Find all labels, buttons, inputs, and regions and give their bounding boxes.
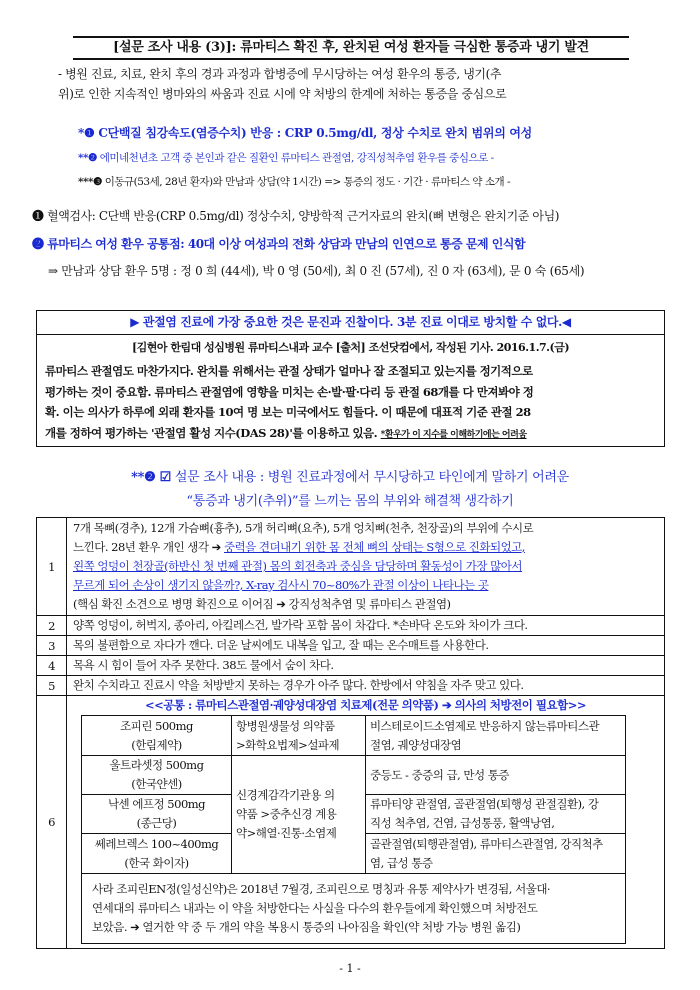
row-number: 5	[37, 676, 67, 696]
table-row	[37, 696, 665, 949]
drug-note-line: 사라 조피린EN정(일성신약)은 2018년 7월경, 조피린으로 명칭과 유통 제약사가 변경됨, 서울대·	[92, 882, 551, 896]
drug-name-cell	[82, 716, 232, 756]
row-line: 완치 수치라고 진료시 약을 처방받지 못하는 경우가 아주 많다. 한방에서 약침을 자주 맞고 있다.	[73, 678, 524, 692]
bullet-marker: ❶	[32, 209, 44, 223]
row-number: 3	[37, 636, 67, 656]
row-content	[67, 616, 665, 636]
quote-footnote: *환우가 이 지수를 이해하기에는 어려움	[380, 429, 527, 440]
row-line: 목의 불편함으로 자다가 깬다. 더운 날씨에도 내복을 입고, 잘 때는 온수매트를 사용한다.	[73, 638, 489, 652]
drug-class: 약>해열·진통·소염제	[236, 826, 337, 840]
drug-class: 약품 >중추신경 계용	[236, 807, 337, 821]
drug-use: 류마티양 관절염, 골관절염(퇴행성 관절질환), 강	[370, 797, 599, 811]
row-number: 1	[37, 518, 67, 616]
section-2-subtitle: “통증과 냉기(추위)”를 느끼는 몸의 부위와 해결책 생각하기	[186, 494, 514, 509]
criterion-1	[78, 124, 532, 141]
drug-note-line: 보았음. ➔ 열거한 약 중 두 개의 약을 복용시 통증의 나아짐을 확인(약 처방 가능 병원 옮김)	[92, 920, 521, 934]
criterion-2	[78, 150, 494, 165]
row-line: (핵심 확진 소견으로 병명 확진으로 이어짐 ➔ 강직성척추염 및 류마티스 관절염)	[73, 597, 451, 611]
row-highlight-line: 무르게 되어 손상이 생기지 않을까?, X-ray 검사시 70~80%가 관절 이상이 나타나는 곳	[73, 578, 489, 592]
drug-name: 울트라셋정 500mg	[109, 758, 204, 772]
drug-use: 골관절염(퇴행관절염), 류마티스관절염, 강직척추	[370, 836, 603, 851]
drug-maker: (한국얀센)	[131, 777, 182, 791]
row-line	[73, 538, 658, 557]
page-title: [설문 조사 내용 (3)]: 류마티스 확진 후, 완치된 여성 환자들 극심한 통증과 냉기 발견	[73, 36, 629, 60]
row-number: 2	[37, 616, 67, 636]
bullet-common-point	[32, 235, 672, 252]
drug-name: 조피린 500mg	[120, 718, 193, 733]
drug-class: 신경계감각기관용 의	[236, 788, 335, 802]
row-line: 양쪽 엉덩이, 허벅지, 종아리, 아킬레스건, 발가락 포함 몸이 차갑다. *손바닥 온도와 차이가 크다.	[73, 618, 528, 632]
drug-class: >화학요법제>설파제	[236, 737, 340, 752]
drug-name-cell	[82, 756, 232, 795]
row-content	[67, 696, 665, 949]
drug-use-cell	[366, 834, 626, 874]
drug-maker: (한국 화이자)	[124, 855, 189, 870]
drug-use-cell	[366, 756, 626, 795]
row-line: 목욕 시 힘이 들어 자주 못한다. 38도 물에서 숨이 차다.	[73, 658, 334, 672]
drug-name-cell	[82, 795, 232, 834]
table-row	[37, 616, 665, 636]
drug-use-cell	[366, 795, 626, 834]
intro-paragraph	[58, 64, 632, 104]
drug-class-cell	[232, 756, 366, 874]
table-row	[37, 656, 665, 676]
criterion-marker: *❶	[78, 126, 95, 140]
section-2-title	[0, 466, 700, 485]
section-2-title-text: 설문 조사 내용 : 병원 진료과정에서 무시당하고 타인에게 말하기 어려운	[171, 470, 569, 485]
drug-note-line: 연세대의 류마티스 내과는 이 약을 처방한다는 사실을 다수의 환우들에게 확인했으며 처방전도	[92, 901, 538, 915]
drug-row	[82, 716, 626, 756]
row-number: 6	[37, 696, 67, 949]
quote-line	[45, 423, 657, 446]
drug-name: 낙센 에프정 500mg	[107, 797, 206, 811]
row-content	[67, 656, 665, 676]
drug-name-cell	[82, 834, 232, 874]
intro-line: - 병원 진료, 치료, 완치 후의 경과 과정과 합병증에 무시당하는 여성 환우의 통증, 냉기(추	[58, 67, 502, 81]
table-row	[37, 676, 665, 696]
drug-note-row	[82, 874, 626, 944]
drug-class: 항병원생물성 의약품	[236, 718, 335, 733]
bullet-text: 혈액검사: C단백 반응(CRP 0.5mg/dl) 정상수치, 양방학적 근거자료의 완치(뼈 변형은 완치기준 아님)	[43, 209, 560, 223]
quote-line: 확. 이는 의사가 하루에 외래 환자를 10여 명 보는 미국에서도 힘들다. 이 때문에 대표적 기준 관절 28	[45, 405, 531, 419]
row-content	[67, 636, 665, 656]
drug-class-cell	[232, 716, 366, 756]
drug-row	[82, 756, 626, 795]
drug-maker: (한림제약)	[131, 737, 182, 752]
row-highlight-line: 왼쪽 엉덩이 천장골(하반신 첫 번째 관절) 몸의 회전축과 중심을 담당하며 활동성이 가장 많아서	[73, 559, 522, 573]
criterion-text: 에미네천년초 고객 중 본인과 같은 질환인 류마티스 관절염, 강직성척추염 환우를 중심으로 -	[96, 152, 494, 164]
quote-source: [김현아 한림대 성심병원 류마티스내과 교수 [출처] 조선닷컴에서, 작성된 기사. 2016.1.7.(금)	[131, 341, 570, 354]
section-2-marker: **❷ ☑	[131, 470, 172, 485]
drug-use: 중등도 - 중증의 급, 만성 통증	[370, 767, 510, 782]
row-highlight: 중력을 견뎌내기 위한 몸 전체 뼈의 상태는 S형으로 진화되었고,	[223, 540, 525, 554]
quote-line: 평가하는 것이 중요함. 류마티스 관절염에 영향을 미치는 손·발·팔·다리 등 관절 68개를 다 만져봐야 정	[45, 384, 534, 399]
bullet-blood-test	[32, 207, 672, 224]
row-number: 4	[37, 656, 67, 676]
drug-table-heading: <<공통 : 류마티스관절염·궤양성대장염 치료제(전문 의약품) ➔ 의사의 처방전이 필요함>>	[145, 698, 586, 712]
bullet-marker: ❷	[32, 237, 44, 251]
drug-use-cell	[366, 716, 626, 756]
criterion-text: 이동규(53세, 28년 환자)와 만남과 상담(약 1시간) => 통증의 정도 · 기간 · 류마티스 약 소개 -	[101, 176, 511, 188]
bullet-text: 류마티스 여성 환우 공통점: 40대 이상 여성과의 전화 상담과 만남의 인연으로 통증 문제 인식함	[43, 237, 526, 251]
row-line: 7개 목뼈(경추), 12개 가슴뼈(흉추), 5개 허리뼈(요추), 5개 엉치뼈(천추, 천장골)의 부위에 수시로	[73, 521, 534, 535]
table-row	[37, 518, 665, 616]
drug-use: 절염, 궤양성대장염	[370, 737, 462, 752]
criterion-marker: **❷	[78, 152, 97, 164]
row-content	[67, 676, 665, 696]
drug-maker: (종근당)	[136, 816, 177, 830]
criterion-marker: ***❸	[78, 176, 102, 188]
drug-use: 염, 급성 통증	[370, 855, 433, 870]
page-number: - 1 -	[339, 962, 361, 975]
quote-line-text: 개를 정하여 평가하는 '관절염 활성 지수(DAS 28)'를 이용하고 있음.	[45, 425, 381, 440]
row-content	[67, 518, 665, 616]
quote-box-header: ▶ 관절염 진료에 가장 중요한 것은 문진과 진찰이다. 3분 진료 이대로 방치할 수 없다.◀	[37, 311, 664, 335]
quote-body	[45, 361, 657, 445]
row-line-text: 느낀다. 28년 환우 개인 생각 ➔	[73, 540, 224, 554]
bullet-patients: ⇒ 만남과 상담 환우 5명 : 정 0 희 (44세), 박 0 영 (50세), 최 0 진 (57세), 진 0 자 (63세), 문 0 숙 (65세)	[48, 264, 585, 278]
quote-box	[36, 310, 665, 447]
survey-table	[36, 517, 665, 949]
drug-note-cell	[82, 874, 626, 944]
drug-name: 쎄레브렉스 100~400mg	[94, 836, 219, 851]
quote-line: 류마티스 관절염도 마찬가지다. 완치를 위해서는 관절 상태가 얼마나 잘 조절되고 있는지를 정기적으로	[45, 364, 533, 378]
drug-table	[81, 715, 626, 944]
intro-line: 위)로 인한 지속적인 병마와의 싸움과 진료 시에 약 처방의 한계에 처하는 통증을 중심으로	[58, 87, 507, 101]
drug-use: 직성 척추염, 건염, 급성통풍, 활액낭염,	[370, 816, 555, 830]
criterion-text: C단백질 침강속도(염증수치) 반응 : CRP 0.5mg/dl, 정상 수치로 완치 범위의 여성	[94, 126, 532, 140]
drug-use: 비스테로이드소염제로 반응하지 않는류마티스관	[370, 718, 600, 733]
table-row	[37, 636, 665, 656]
criterion-3	[78, 174, 510, 189]
